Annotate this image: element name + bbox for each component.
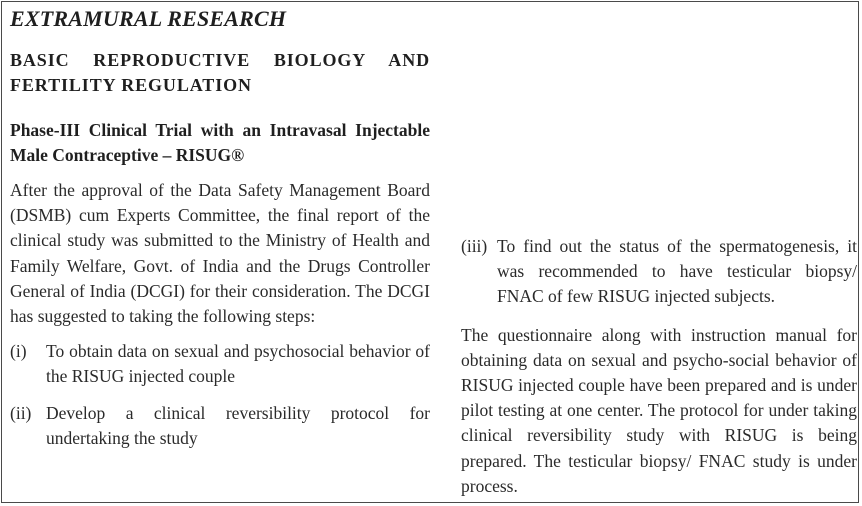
intro-paragraph: After the approval of the Data Safety Management Board (DSMB) cum Experts Committee, the final report of the clinical study was submitted to the Ministry of Health and Family Welfare, Govt. of India and the Drugs Controller General of India (DCGI) for their consideration. The DCGI has suggested to taking the following steps: <box>10 180 430 327</box>
closing-paragraph: The questionnaire along with instruction manual for obtaining data on sexual and psycho-social behavior of RISUG injected couple have been prepared and is under pilot testing at one center. The protocol for under taking clinical reversibility study with RISUG is being prepared. The testicular biopsy/ FNAC study is under process. <box>461 324 857 496</box>
list-item <box>10 401 430 451</box>
list-item-number: (i) <box>10 341 27 362</box>
list-item-number: (ii) <box>10 402 32 423</box>
list-item-text: To obtain data on sexual and psychosocial behavior of the RISUG injected couple <box>46 341 430 387</box>
section-title: EXTRAMURAL RESEARCH <box>10 6 287 31</box>
list-item-number: (iii) <box>461 236 488 256</box>
list-item-text: Develop a clinical reversibility protocol for undertaking the study <box>46 402 430 448</box>
list-item <box>461 234 857 310</box>
page-frame <box>1 1 859 503</box>
article-title: Phase-III Clinical Trial with an Intravasal Injectable Male Contraceptive – RISUG® <box>10 120 430 165</box>
left-column <box>10 6 430 462</box>
right-column <box>461 234 857 503</box>
list-item-text: To find out the status of the spermatogenesis, it was recommended to have testicular biopsy/ FNAC of few RISUG injected subjects. <box>497 236 857 307</box>
list-item <box>10 339 430 389</box>
subsection-title: BASIC REPRODUCTIVE BIOLOGY AND FERTILITY REGULATION <box>10 50 430 95</box>
